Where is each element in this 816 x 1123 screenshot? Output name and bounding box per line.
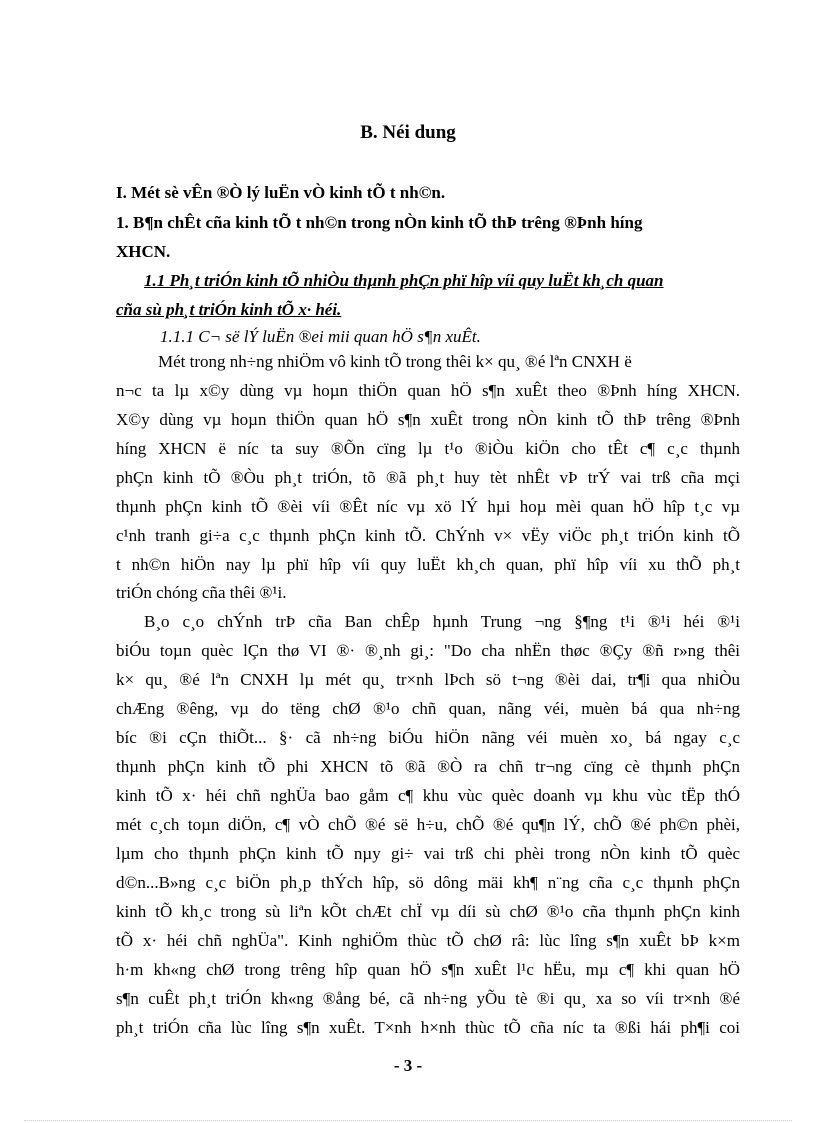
body-line: híng XHCN ë níc ta suy ®Õn cïng lµ t¹o ®iÒu kiÖn cho tÊt c¶ c¸c thµnh — [116, 439, 740, 458]
section-title: B. Néi dung — [360, 122, 456, 143]
page-bottom-border — [24, 1120, 792, 1121]
body-line: bíc ®i cÇn thiÕt... §· cã nh÷ng biÓu hiÖn nãng véi muèn xo¸ bá ngay c¸c — [116, 728, 740, 747]
body-line: kinh tÕ kh¸c trong sù liªn kÕt chÆt chÏ vµ díi sù chØ ®¹o cña thµnh phÇn kinh — [116, 902, 740, 921]
body-line: s¶n cuÊt ph¸t triÓn kh«ng ®ång bé, cã nh÷ng yÕu tè ®i qu¸ xa so víi tr×nh ®é — [116, 989, 740, 1008]
page-number: - 3 - — [393, 1056, 423, 1075]
body-line: h·m kh«ng chØ trong trêng hîp quan hÖ s¶n xuÊt l¹c hËu, mµ c¶ khi quan hÖ — [116, 960, 740, 979]
body-line: X©y dùng vµ hoµn thiÖn quan hÖ s¶n xuÊt trong nÒn kinh tÕ thÞ trêng ®Þnh — [116, 410, 740, 429]
body-line: ph¸t triÓn cña lùc lîng s¶n xuÊt. T×nh h×nh thùc tÕ cña níc ta ®ßi hái ph¶i coi — [116, 1018, 740, 1037]
body-line: k× qu¸ ®é lªn CNXH lµ mét qu¸ tr×nh lÞch sö t¬ng ®èi dai, tr¶i qua nhiÒu — [116, 670, 740, 689]
body-line: c¹nh tranh gi÷a c¸c thµnh phÇn kinh tÕ. ChÝnh v× vËy viÖc ph¸t triÓn kinh tÕ — [116, 526, 740, 545]
body-line: triÓn chóng cña thêi ®¹i. — [116, 583, 287, 602]
body-line: lµm cho thµnh phÇn kinh tÕ nµy gi÷ vai trß chi phèi trong nÒn kinh tÕ quèc — [116, 844, 740, 863]
body-line: tÕ x· héi chñ nghÜa". Kinh nghiÖm thùc tÕ chØ râ: lùc lîng s¶n xuÊt bÞ k×m — [116, 931, 740, 950]
subheading-line-1: 1.1 Ph¸t triÓn kinh tÕ nhiÒu thµnh phÇn phï hîp víi quy luËt kh¸ch quan — [144, 271, 664, 290]
body-line: thµnh phÇn kinh tÕ ®èi víi ®Êt níc vµ xö lÝ hµi hoµ mèi quan hÖ hîp t¸c vµ — [116, 497, 740, 516]
body-line: phÇn kinh tÕ ®Òu ph¸t triÓn, tõ ®ã ph¸t huy tèt nhÊt vÞ trÝ vai trß cña mçi — [116, 468, 740, 487]
body-line: Mét trong nh÷ng nhiÖm vô kinh tÕ trong thêi k× qu¸ ®é lªn CNXH ë — [158, 352, 632, 371]
heading-2-line-2: XHCN. — [116, 242, 171, 261]
heading-2-line-1: 1. B¶n chÊt cña kinh tÕ t nh©n trong nÒn kinh tÕ thÞ trêng ®Þnh híng — [116, 213, 643, 232]
body-line: t nh©n hiÖn nay lµ phï hîp víi quy luËt kh¸ch quan, phï hîp víi xu thÕ ph¸t — [116, 555, 740, 574]
heading-1: I. Mét sè vÊn ®Ò lý luËn vÒ kinh tÕ t nh©n. — [116, 183, 446, 202]
body-line: chÆng ®êng, vµ do tëng chØ ®¹o chñ quan, nãng véi, muèn bá qua nh÷ng — [116, 699, 740, 718]
body-line: n¬c ta lµ x©y dùng vµ hoµn thiÖn quan hÖ s¶n xuÊt theo ®Þnh híng XHCN. — [116, 381, 740, 400]
body-line: d©n...B»ng c¸c biÖn ph¸p thÝch hîp, sö dông mäi kh¶ n¨ng cña c¸c thµnh phÇn — [116, 873, 740, 892]
subsubheading: 1.1.1 C¬ së lÝ luËn ®ei mii quan hÖ s¶n xuÊt. — [160, 327, 481, 346]
body-line: B¸o c¸o chÝnh trÞ cña Ban chÊp hµnh Trung ¬ng §¶ng t¹i ®¹i héi ®¹i — [144, 612, 740, 631]
subheading-line-2: cña sù ph¸t triÓn kinh tÕ x· héi. — [116, 300, 342, 319]
body-line: biÓu toµn quèc lÇn thø VI ®· ®¸nh gi¸: "Do cha nhËn thøc ®Çy ®ñ r»ng thêi — [116, 641, 740, 660]
body-line: kinh tÕ x· héi chñ nghÜa bao gåm c¶ khu vùc quèc doanh vµ khu vùc tËp thÓ — [116, 786, 740, 805]
body-line: thµnh phÇn kinh tÕ phi XHCN tõ ®ã ®Ò ra chñ tr¬ng cïng cè thµnh phÇn — [116, 757, 740, 776]
body-line: mét c¸ch toµn diÖn, c¶ vÒ chÕ ®é së h÷u, chÕ ®é qu¶n lÝ, chÕ ®é ph©n phèi, — [116, 815, 740, 834]
